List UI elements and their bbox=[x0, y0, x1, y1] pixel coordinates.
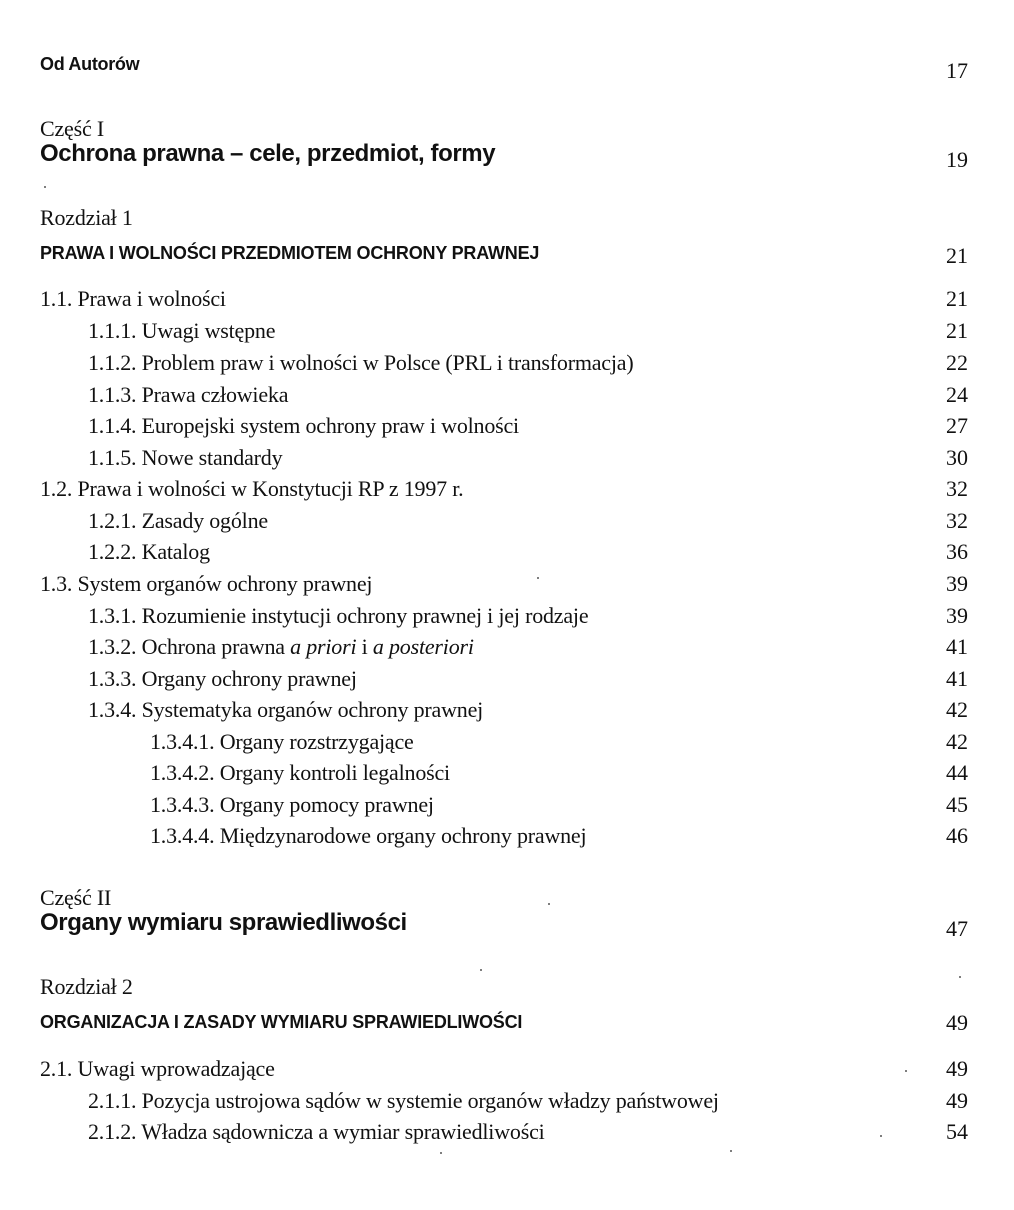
chapter-2-page: 49 bbox=[946, 1010, 968, 1035]
chapter-1-page: 21 bbox=[946, 243, 968, 268]
entry-page: 36 bbox=[946, 539, 968, 564]
entry-label: Uwagi wprowadzające bbox=[77, 1056, 275, 1081]
part-2-page: 47 bbox=[946, 916, 968, 941]
entry-page: 41 bbox=[946, 634, 968, 659]
toc-foreword-page: 17 bbox=[946, 58, 968, 83]
entry-page: 21 bbox=[946, 286, 968, 311]
entry-label: Międzynarodowe organy ochrony prawnej bbox=[219, 823, 587, 848]
entry-number: 1.1. bbox=[40, 286, 73, 311]
entry-number: 1.2.2. bbox=[88, 539, 137, 564]
entry-page: 30 bbox=[946, 445, 968, 470]
entry-label: System organów ochrony prawnej bbox=[77, 571, 373, 596]
entry-page: 42 bbox=[946, 697, 968, 722]
chapter-1-title: PRAWA I WOLNOŚCI PRZEDMIOTEM OCHRONY PRAWNEJ bbox=[40, 243, 540, 263]
entry-number: 1.3.4.4. bbox=[150, 823, 215, 848]
entry-number: 1.2.1. bbox=[88, 508, 137, 533]
scan-speck bbox=[44, 186, 46, 188]
entry-page: 42 bbox=[946, 729, 968, 754]
part-1-page: 19 bbox=[946, 147, 968, 172]
entry-number: 1.1.5. bbox=[88, 445, 137, 470]
entry-number: 1.3.2. bbox=[88, 634, 137, 659]
entry-label: Zasady ogólne bbox=[141, 508, 268, 533]
entry-label-mid: i bbox=[356, 634, 373, 659]
entry-page: 49 bbox=[946, 1056, 968, 1081]
scan-speck bbox=[959, 976, 961, 978]
entry-number: 1.1.2. bbox=[88, 350, 137, 375]
entry-number: 1.1.4. bbox=[88, 413, 137, 438]
entry-label-pre: Ochrona prawna bbox=[141, 634, 291, 659]
entry-page: 45 bbox=[946, 792, 968, 817]
entry-page: 44 bbox=[946, 760, 968, 785]
entry-page: 39 bbox=[946, 603, 968, 628]
entry-label: Prawa i wolności bbox=[77, 286, 226, 311]
entry-page: 32 bbox=[946, 476, 968, 501]
entry-number: 1.2. bbox=[40, 476, 73, 501]
entry-page: 32 bbox=[946, 508, 968, 533]
chapter-2-title: ORGANIZACJA I ZASADY WYMIARU SPRAWIEDLIWOŚCI bbox=[40, 1012, 523, 1032]
entry-label-italic-a-priori: a priori bbox=[290, 634, 357, 659]
entry-number: 1.3.4.2. bbox=[150, 760, 215, 785]
scan-speck bbox=[480, 969, 482, 971]
entry-label: Europejski system ochrony praw i wolności bbox=[141, 413, 519, 438]
entry-label: Rozumienie instytucji ochrony prawnej i jej rodzaje bbox=[141, 603, 589, 628]
chapter-1-kicker: Rozdział 1 bbox=[40, 205, 133, 230]
entry-label: Katalog bbox=[141, 539, 210, 564]
entry-label: Władza sądownicza a wymiar sprawiedliwości bbox=[141, 1119, 545, 1144]
entry-number: 1.3.4. bbox=[88, 697, 137, 722]
entry-page: 46 bbox=[946, 823, 968, 848]
entry-number: 2.1. bbox=[40, 1056, 73, 1081]
scan-speck bbox=[905, 1070, 907, 1072]
entry-number: 2.1.2. bbox=[88, 1119, 137, 1144]
entry-page: 49 bbox=[946, 1088, 968, 1113]
entry-number: 1.3.4.3. bbox=[150, 792, 215, 817]
entry-page: 27 bbox=[946, 413, 968, 438]
scan-speck bbox=[440, 1152, 442, 1154]
entry-label: Organy kontroli legalności bbox=[219, 760, 450, 785]
scan-speck bbox=[880, 1135, 882, 1137]
part-1-title: Ochrona prawna – cele, przedmiot, formy bbox=[40, 140, 496, 167]
part-2-kicker: Część II bbox=[40, 885, 112, 910]
toc-foreword-label: Od Autorów bbox=[40, 54, 140, 74]
entry-page: 39 bbox=[946, 571, 968, 596]
entry-number: 2.1.1. bbox=[88, 1088, 137, 1113]
part-2-title: Organy wymiaru sprawiedliwości bbox=[40, 909, 407, 936]
entry-page: 24 bbox=[946, 382, 968, 407]
part-1-kicker: Część I bbox=[40, 116, 104, 141]
entry-label: Pozycja ustrojowa sądów w systemie organów władzy państwowej bbox=[141, 1088, 719, 1113]
scan-speck bbox=[730, 1150, 732, 1152]
entry-label: Uwagi wstępne bbox=[141, 318, 276, 343]
entry-label: Prawa i wolności w Konstytucji RP z 1997 r. bbox=[77, 476, 464, 501]
entry-page: 22 bbox=[946, 350, 968, 375]
entry-label: Problem praw i wolności w Polsce (PRL i transformacja) bbox=[141, 350, 634, 375]
entry-number: 1.3.4.1. bbox=[150, 729, 215, 754]
entry-number: 1.1.3. bbox=[88, 382, 137, 407]
entry-number: 1.3.3. bbox=[88, 666, 137, 691]
chapter-2-kicker: Rozdział 2 bbox=[40, 974, 133, 999]
entry-label: Organy rozstrzygające bbox=[219, 729, 414, 754]
entry-label: Organy ochrony prawnej bbox=[141, 666, 357, 691]
entry-label: Systematyka organów ochrony prawnej bbox=[141, 697, 484, 722]
entry-number: 1.1.1. bbox=[88, 318, 137, 343]
scan-speck bbox=[548, 903, 550, 905]
entry-page: 41 bbox=[946, 666, 968, 691]
entry-page: 54 bbox=[946, 1119, 968, 1144]
entry-page: 21 bbox=[946, 318, 968, 343]
entry-label: Prawa człowieka bbox=[141, 382, 289, 407]
entry-label: Nowe standardy bbox=[141, 445, 283, 470]
entry-number: 1.3.1. bbox=[88, 603, 137, 628]
entry-label: Organy pomocy prawnej bbox=[219, 792, 434, 817]
entry-number: 1.3. bbox=[40, 571, 73, 596]
entry-label-italic-a-posteriori: a posteriori bbox=[372, 634, 474, 659]
scan-speck bbox=[537, 577, 539, 579]
